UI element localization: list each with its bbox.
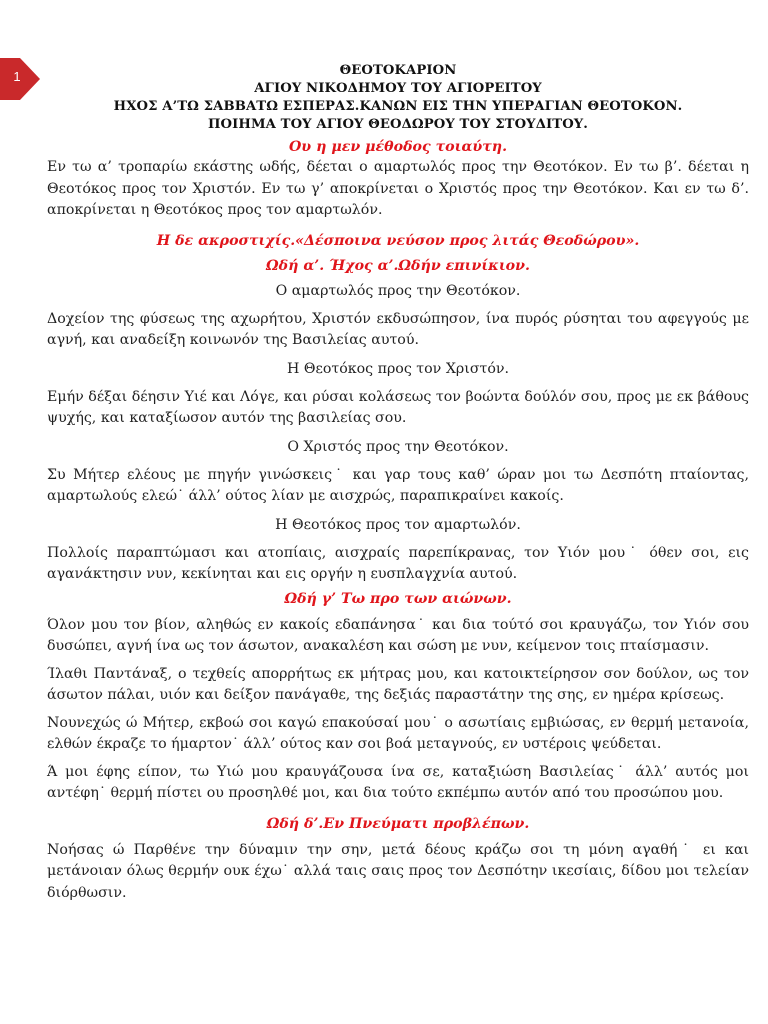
- header-tone: ΗΧΟΣ Α’ΤΩ ΣΑΒΒΑΤΩ ΕΣΠΕΡΑΣ.ΚΑΝΩΝ ΕΙΣ ΤΗΝ ΥΠΕΡΑΓΙΑΝ ΘΕΟΤΟΚΟΝ.: [113, 99, 683, 114]
- ode3-troparion-4: Ά μοι έφης είπον, τω Υιώ μου κραυγάζουσα ίνα σε, καταξιώση Βασιλείας˙ άλλ’ αυτός μοι αντέφη˙ θερμή πίστει ου προσηλθέ μοι, και δια τούτο εκπέμπω αυτόν από του προσώπου μου.: [47, 763, 749, 801]
- ode3-troparion-3: Νουνεχώς ώ Μήτερ, εκβοώ σοι καγώ επακούσαί μου˙ ο ασωτίαις εμβιώσας, εν θερμή μετανοία, ελθών έκραζε το ήμαρτον˙ άλλ’ ούτος καν σοι βοά μεταγνούς, εν υστέροις ψεύδεται.: [47, 714, 749, 752]
- ode1-persona-1: Ο αμαρτωλός προς την Θεοτόκον.: [275, 282, 521, 299]
- ode1-persona-3: Ο Χριστός προς την Θεοτόκον.: [287, 438, 509, 455]
- document-body: [47, 62, 749, 904]
- header-title: ΘΕΟΤΟΚΑΡΙΟΝ: [339, 63, 457, 78]
- method-text: Εν τω α’ τροπαρίω εκάστης ωδής, δέεται ο αμαρτωλός προς την Θεοτόκον. Εν τω β’. δέεται η Θεοτόκος προς τον Χριστόν. Εν τω γ’ αποκρίνεται ο Χριστός προς την Θεοτόκον. Και εν τω δ’. αποκρίνεται η Θεοτόκος προς τον αμαρτωλόν.: [47, 159, 749, 218]
- acrostic-heading: Η δε ακροστιχίς.«Δέσποινα νεύσον προς λιτάς Θεοδώρου».: [156, 232, 640, 249]
- header-poem: ΠΟΙΗΜΑ ΤΟΥ ΑΓΙΟΥ ΘΕΟΔΩΡΟΥ ΤΟΥ ΣΤΟΥΔΙΤΟΥ.: [207, 117, 588, 132]
- ode1-heading: Ωδή α’. Ήχος α’.Ωδήν επινίκιον.: [266, 257, 530, 274]
- page-number: 1: [13, 69, 21, 84]
- ode1-persona-4: Η Θεοτόκος προς τον αμαρτωλόν.: [275, 516, 521, 533]
- ode1-troparion-2: Εμήν δέξαι δέησιν Υιέ και Λόγε, και ρύσαι κολάσεως τον βοώντα δούλόν σου, προς με εκ βάθους ψυχής, και καταξίωσον αυτόν της βασιλείας σου.: [47, 388, 749, 426]
- ode1-troparion-3: Συ Μήτερ ελέους με πηγήν γινώσκεις˙ και γαρ τους καθ’ ώραν μοι τω Δεσπότη πταίοντας, αμαρτωλούς ελεώ˙ άλλ’ ούτος λίαν με αισχρώς, παραπικραίνει κακοίς.: [47, 466, 749, 504]
- ode3-troparion-2: Ίλαθι Παντάναξ, ο τεχθείς απορρήτως εκ μήτρας μου, και κατοικτείρησον σον δούλον, ως τον άσωτον πάλαι, υιόν και δείξον πανάγαθε, της δεξιάς παραστάτην της σης, εν ημέρα κρίσεως.: [47, 665, 749, 703]
- ode4-troparion-1: Νοήσας ώ Παρθένε την δύναμιν την σην, μετά δέους κράζω σοι τη μόνη αγαθή˙ ει και μετάνοιαν όλως θερμήν ουκ έχω˙ αλλά ταις σαις προς τον Δεσπότην ικεσίαις, δίδου μοι τελείαν διόρθωσιν.: [47, 841, 749, 901]
- ode1-persona-2: Η Θεοτόκος προς τον Χριστόν.: [286, 360, 510, 377]
- ode1-troparion-1: Δοχείον της φύσεως της αχωρήτου, Χριστόν εκδυσώπησον, ίνα πυρός ρύσηται του αφεγγούς με αγνή, και αναδείξη κοινωνόν της Βασιλείας αυτού.: [47, 310, 749, 348]
- method-heading: Ου η μεν μέθοδος τοιαύτη.: [288, 139, 508, 155]
- ode3-troparion-1: Όλον μου τον βίον, αληθώς εν κακοίς εδαπάνησα˙ και δια τούτό σοι κραυγάζω, τον Υιόν σου δυσώπει, αγνή ίνα ως τον άσωτον, ανακαλέση και σώση με νυν, κείμενον τοις πταίσμασιν.: [47, 616, 749, 654]
- ode1-troparion-4: Πολλοίς παραπτώμασι και ατοπίαις, αισχραίς παρεπίκρανας, τον Υιόν μου˙ όθεν σοι, εις αγανάκτησιν νυν, κεκίνηται και εις οργήν η ευσπλαγχνία αυτού.: [47, 544, 749, 582]
- header-author: ΑΓΙΟΥ ΝΙΚΟΔΗΜΟΥ ΤΟΥ ΑΓΙΟΡΕΙΤΟΥ: [254, 81, 542, 96]
- ode3-heading: Ωδή γ’ Τω προ των αιώνων.: [284, 590, 512, 607]
- ode4-heading: Ωδή δ’.Εν Πνεύματι προβλέπων.: [266, 815, 530, 832]
